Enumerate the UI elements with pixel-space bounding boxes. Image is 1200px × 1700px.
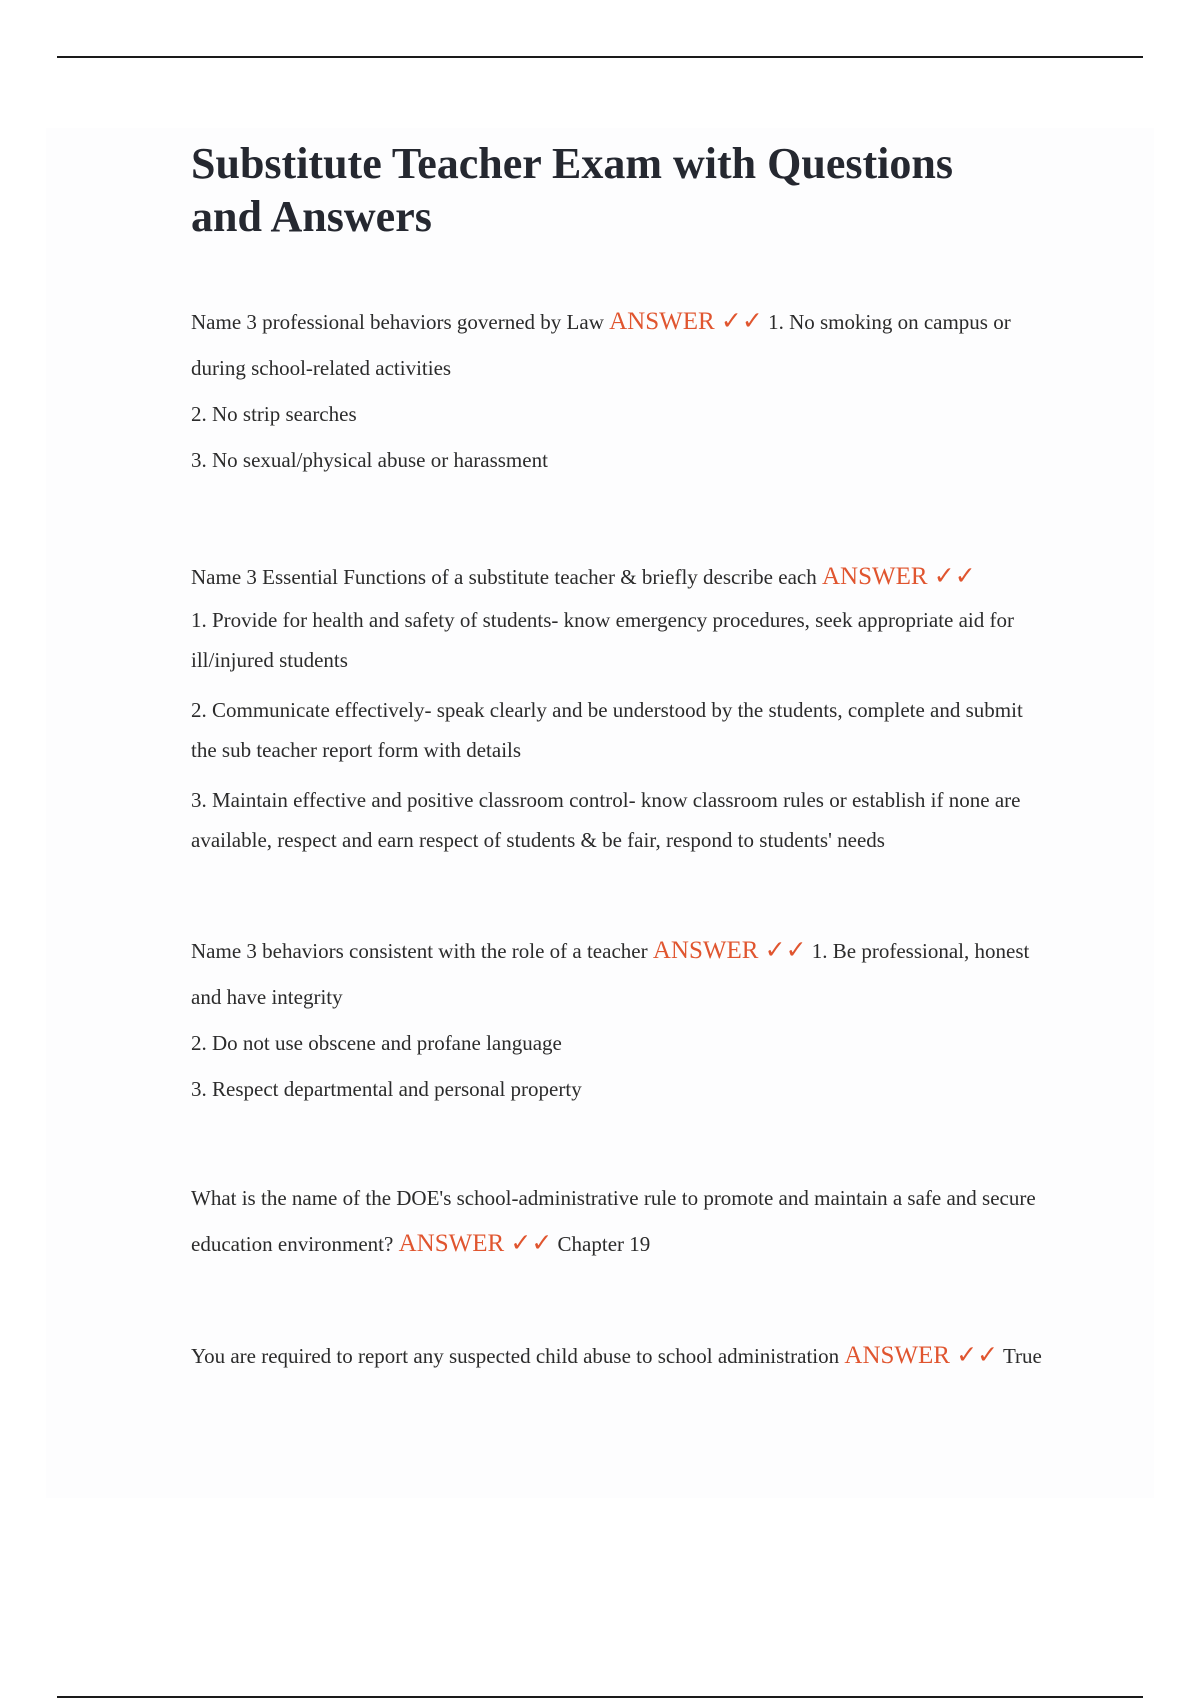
qa-4-question: What is the name of the DOE's school-administrative rule to promote and maintain a safe and secure education environment? — [191, 1186, 1036, 1256]
qa-block-4 — [191, 1175, 1051, 1267]
qa-2-text — [191, 554, 1051, 600]
qa-block-3 — [191, 928, 1051, 1112]
qa-block-2 — [191, 554, 1051, 860]
qa-1-text — [191, 299, 1051, 391]
bottom-rule — [57, 1696, 1143, 1698]
qa-1-answer: 1. No smoking on campus or during school-related activities — [191, 310, 1011, 380]
qa-3-question: Name 3 behaviors consistent with the role of a teacher — [191, 939, 648, 963]
answer-label: ANSWER ✓✓ — [398, 1230, 553, 1257]
qa-2-item-3: 3. Maintain effective and positive classroom control- know classroom rules or establish if none are available, respect and earn respect of students & be fair, respond to students' needs — [191, 788, 1021, 852]
page-title — [191, 137, 1051, 243]
qa-3-text — [191, 928, 1051, 1020]
qa-3-item-3: 3. Respect departmental and personal property — [191, 1077, 582, 1101]
title-line-2: and Answers — [191, 192, 432, 241]
top-rule — [57, 56, 1143, 58]
qa-2-question: Name 3 Essential Functions of a substitute teacher & briefly describe each — [191, 565, 817, 589]
qa-4-text — [191, 1175, 1051, 1267]
answer-label: ANSWER ✓✓ — [844, 1342, 999, 1369]
qa-5-text — [191, 1333, 1042, 1379]
qa-3-item-2: 2. Do not use obscene and profane language — [191, 1031, 562, 1055]
answer-label: ANSWER ✓✓ — [821, 563, 976, 590]
qa-1-item-3: 3. No sexual/physical abuse or harassment — [191, 448, 548, 472]
qa-2-item-1: 1. Provide for health and safety of students- know emergency procedures, seek appropriate aid for ill/injured students — [191, 608, 1014, 672]
qa-2-item-2: 2. Communicate effectively- speak clearly and be understood by the students, complete and submit the sub teacher report form with details — [191, 698, 1023, 762]
answer-label: ANSWER ✓✓ — [609, 308, 763, 335]
qa-5-question: You are required to report any suspected child abuse to school administration — [191, 1344, 840, 1368]
qa-3-answer: 1. Be professional, honest and have integrity — [191, 939, 1030, 1009]
answer-label: ANSWER ✓✓ — [652, 937, 807, 964]
qa-5-answer: True — [1002, 1344, 1042, 1368]
qa-1-question: Name 3 professional behaviors governed by Law — [191, 310, 604, 334]
qa-block-5 — [191, 1333, 1042, 1379]
title-line-1: Substitute Teacher Exam with Questions — [191, 139, 953, 188]
qa-1-item-2: 2. No strip searches — [191, 402, 357, 426]
document-content — [191, 137, 1051, 1369]
qa-block-1 — [191, 299, 1051, 483]
qa-4-answer: Chapter 19 — [557, 1232, 651, 1256]
